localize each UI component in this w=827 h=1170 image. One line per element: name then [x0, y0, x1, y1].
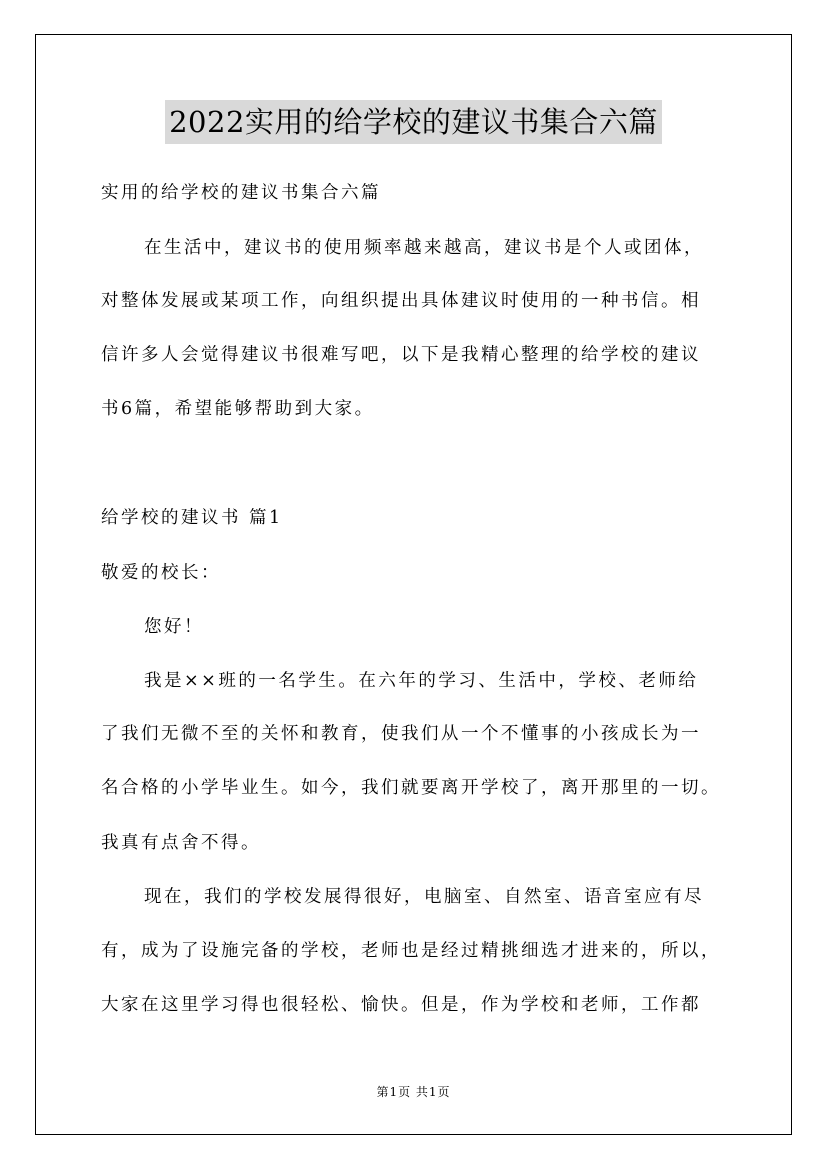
- paragraph-line: 有，成为了设施完备的学校，老师也是经过精挑细选才进来的，所以，: [101, 941, 721, 961]
- paragraph-line: 在生活中，建议书的使用频率越来越高，建议书是个人或团体，: [144, 238, 704, 258]
- paragraph-line: 信许多人会觉得建议书很难写吧，以下是我精心整理的给学校的建议: [101, 345, 701, 365]
- greeting: 您好！: [144, 617, 204, 637]
- paragraph-line: 名合格的小学毕业生。如今，我们就要离开学校了，离开那里的一切。: [101, 778, 721, 798]
- section-heading: 给学校的建议书 篇1: [101, 508, 283, 528]
- paragraph-line: 现在，我们的学校发展得很好，电脑室、自然室、语音室应有尽: [144, 887, 704, 907]
- page-number: 第1页 共1页: [376, 1085, 451, 1099]
- paragraph-line: 书6篇，希望能够帮助到大家。: [101, 399, 375, 419]
- paragraph-line: 大家在这里学习得也很轻松、愉快。但是，作为学校和老师，工作都: [101, 995, 701, 1015]
- salutation: 敬爱的校长：: [101, 563, 221, 583]
- paragraph-line: 了我们无微不至的关怀和教育，使我们从一个不懂事的小孩成长为一: [101, 724, 701, 744]
- title-container: [0, 100, 827, 144]
- document-title: 2022实用的给学校的建议书集合六篇: [165, 100, 662, 144]
- paragraph-line: 我是××班的一名学生。在六年的学习、生活中，学校、老师给: [144, 671, 699, 691]
- paragraph-line: 我真有点舍不得。: [101, 833, 261, 853]
- paragraph-line: 对整体发展或某项工作，向组织提出具体建议时使用的一种书信。相: [101, 291, 701, 311]
- document-subtitle: 实用的给学校的建议书集合六篇: [101, 183, 381, 203]
